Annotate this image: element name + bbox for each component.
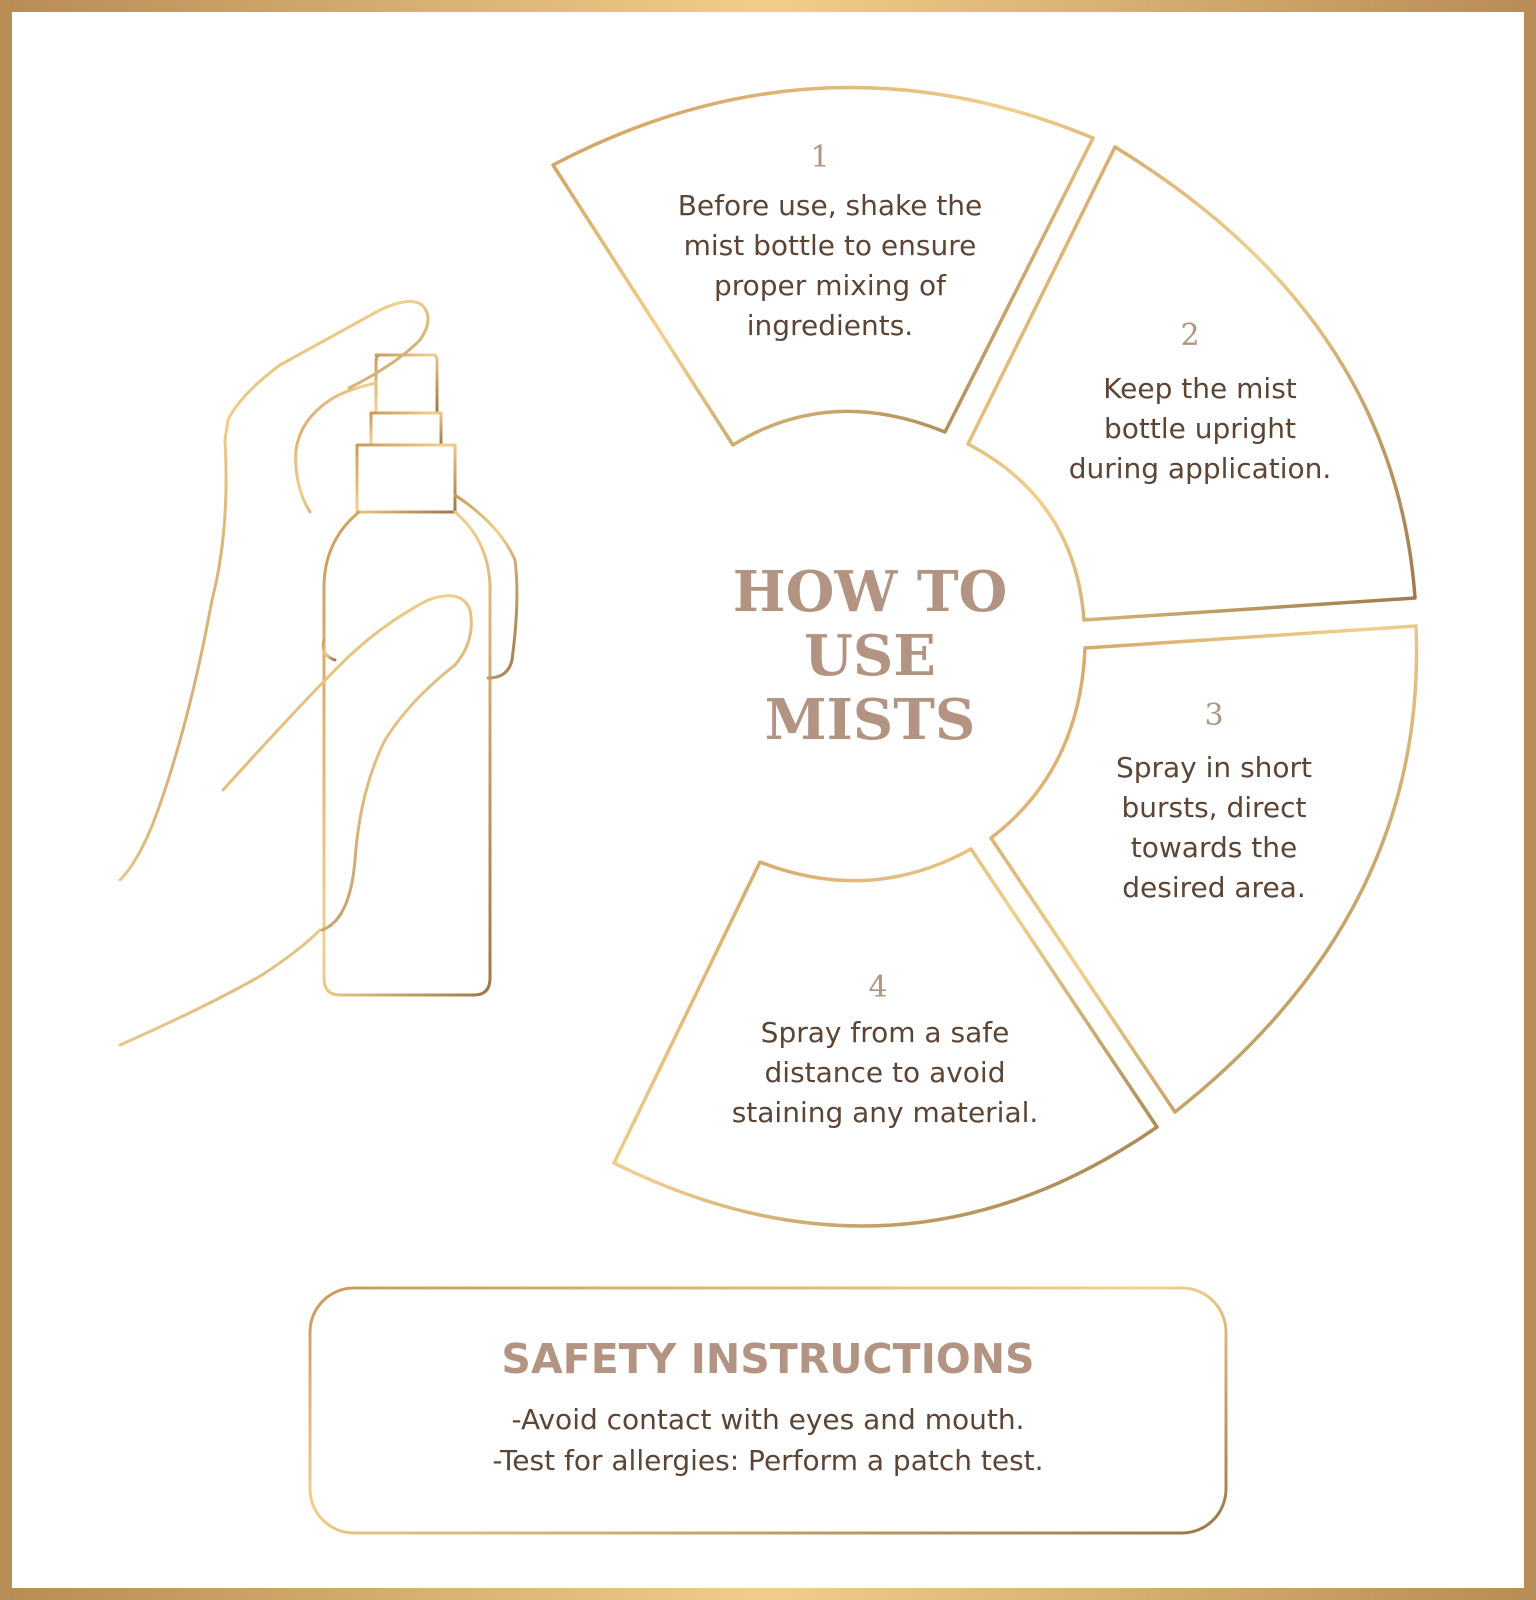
step-4-number: 4: [868, 970, 888, 1005]
step-2-text: Keep the mist bottle upright during application.: [1068, 372, 1332, 485]
step-3-text: Spray in short bursts, direct towards the desired area.: [1115, 751, 1313, 904]
safety-line-1: -Avoid contact with eyes and mouth.: [511, 1403, 1025, 1436]
step-1-text: Before use, shake the mist bottle to ensure proper mixing of ingredients.: [677, 189, 983, 342]
step-3-number: 3: [1204, 698, 1224, 733]
safety-line-2: -Test for allergies: Perform a patch test.: [492, 1444, 1044, 1477]
step-4-text: Spray from a safe distance to avoid staining any material.: [731, 1016, 1039, 1129]
safety-title: SAFETY INSTRUCTIONS: [501, 1335, 1035, 1383]
step-2-number: 2: [1180, 318, 1200, 353]
hand-holding-spray-bottle-icon: [120, 301, 517, 1045]
center-title: HOW TO USE MISTS: [732, 559, 1008, 753]
step-1-number: 1: [810, 140, 830, 175]
